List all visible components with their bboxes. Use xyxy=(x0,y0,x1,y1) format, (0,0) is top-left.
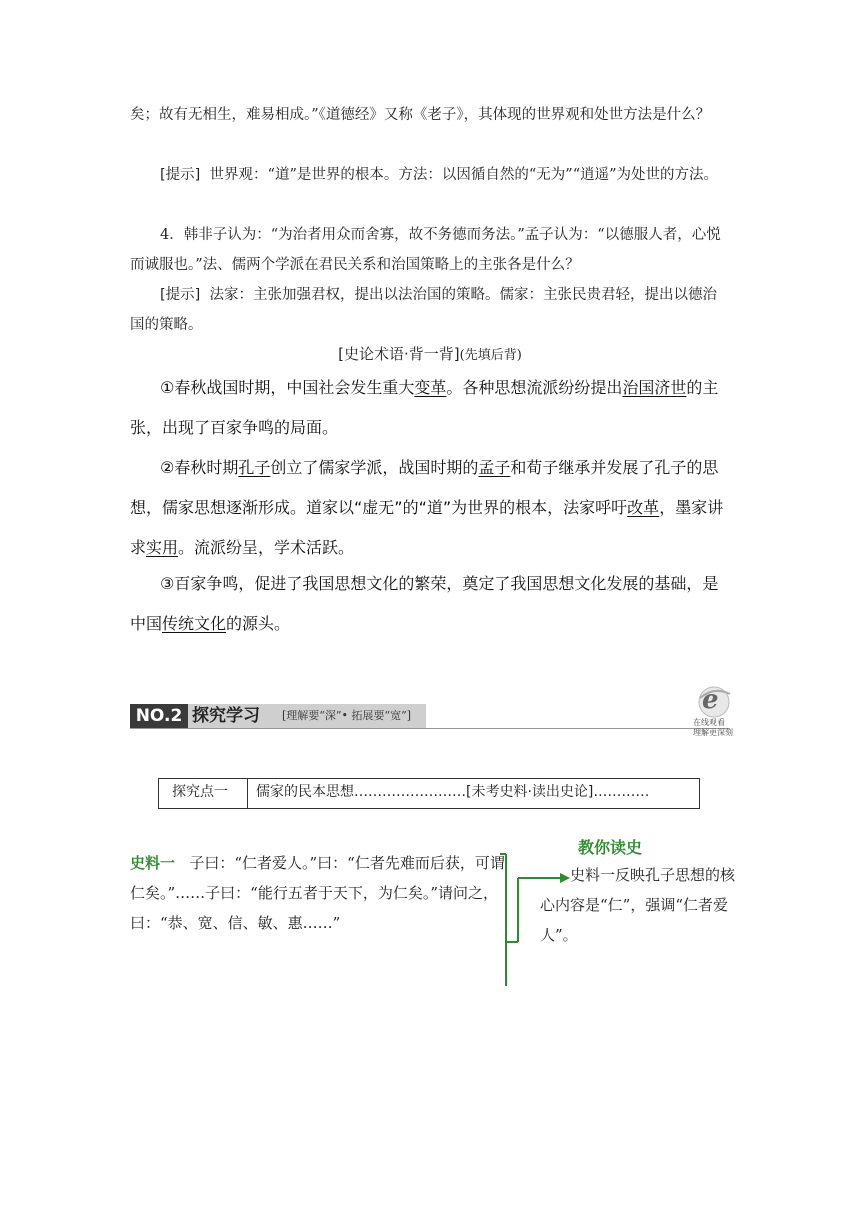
question-4: 4．韩非子认为：“为治者用众而舍寡，故不务德而务法。”孟子认为：“以德服人者，心悦而诚服也。”法、儒两个学派在君民关系和治国策略上的主张各是什么？ xyxy=(130,227,721,273)
blank-answer: 变革 xyxy=(414,378,447,397)
hint-label: [提示] xyxy=(160,167,201,183)
inquiry-label: 探究点一 xyxy=(172,784,228,800)
teach-text: 史料一反映孔子思想的核心内容是“仁”，强调“仁者爱人”。 xyxy=(540,866,736,944)
item-1-text: 的主张，出现了百家争鸣的局面。 xyxy=(130,378,719,437)
hint-label: [提示] xyxy=(160,287,201,303)
section-title xyxy=(130,342,730,368)
hint-1-text: 世界观：“道”是世界的根本。方法：以因循自然的“无为”“逍遥”为处世的方法。 xyxy=(209,167,719,183)
banner-subtitle: [理解要“深”• 拓展要“宽”] xyxy=(282,709,412,722)
blank-answer: 治国济世 xyxy=(622,378,687,397)
blank-answer: 改革 xyxy=(627,498,660,517)
question-3-tail: 矣；故有无相生，难易相成。”《道德经》又称《老子》，其体现的世界观和处世方法是什么？ xyxy=(130,107,711,123)
item-3-text: 的源头。 xyxy=(226,614,291,633)
item-2-text: 创立了儒家学派，战国时期的 xyxy=(270,458,479,477)
blank-answer: 传统文化 xyxy=(162,614,227,633)
item-2-text: ②春秋时期 xyxy=(160,458,239,477)
item-2 xyxy=(130,448,730,568)
blank-answer: 孟子 xyxy=(478,458,511,477)
item-1-text: ①春秋战国时期，中国社会发生重大 xyxy=(160,378,415,397)
inquiry-topic: 儒家的民本思想……………………[未考史料·读出史论]………… xyxy=(256,784,650,800)
logo-caption-2: 理解更深刻 xyxy=(693,728,733,737)
section-title-text: [史论术语·背一背] xyxy=(338,345,460,363)
source-label: 史料一 xyxy=(130,854,176,872)
hint-1 xyxy=(130,160,730,190)
teach-title: 教你读史 xyxy=(578,838,643,857)
item-2-text: 和荀子继承并发展了孔子的思想，儒家思想逐渐形成。道家以“虚无”的“道”为世界的根本，法家呼吁 xyxy=(130,458,719,517)
online-logo[interactable] xyxy=(696,684,732,720)
item-3 xyxy=(130,564,730,644)
source-1 xyxy=(130,848,505,938)
item-1-text: 。各种思想流派纷纷提出 xyxy=(446,378,623,397)
item-3-text: ③百家争鸣，促进了我国思想文化的繁荣，奠定了我国思想文化发展的基础，是中国 xyxy=(130,574,719,633)
hint-2-text: 法家：主张加强君权，提出以法治国的策略。儒家：主张民贵君轻，提出以德治国的策略。 xyxy=(130,287,718,333)
inquiry-divider xyxy=(247,778,248,809)
item-1 xyxy=(130,368,730,448)
source-text: 子曰：“仁者爱人。”曰：“仁者先难而后获，可谓仁矣。”……子曰：“能行五者于天下，为仁矣。”请问之，曰：“恭、宽、信、敏、惠……” xyxy=(130,854,505,932)
logo-caption-1: 在线观看 xyxy=(693,718,725,727)
banner-title: 探究学习 xyxy=(192,706,260,726)
blank-answer: 孔子 xyxy=(238,458,271,477)
banner-number: NO.2 xyxy=(130,704,188,728)
hint-2 xyxy=(130,280,730,340)
banner-rule xyxy=(130,728,730,729)
item-2-text: ，墨家讲求 xyxy=(130,498,724,557)
logo-letter: e xyxy=(702,685,719,715)
blank-answer: 实用 xyxy=(146,538,179,557)
item-2-text: 。流派纷呈，学术活跃。 xyxy=(178,538,355,557)
section-title-note: (先填后背) xyxy=(459,348,522,363)
